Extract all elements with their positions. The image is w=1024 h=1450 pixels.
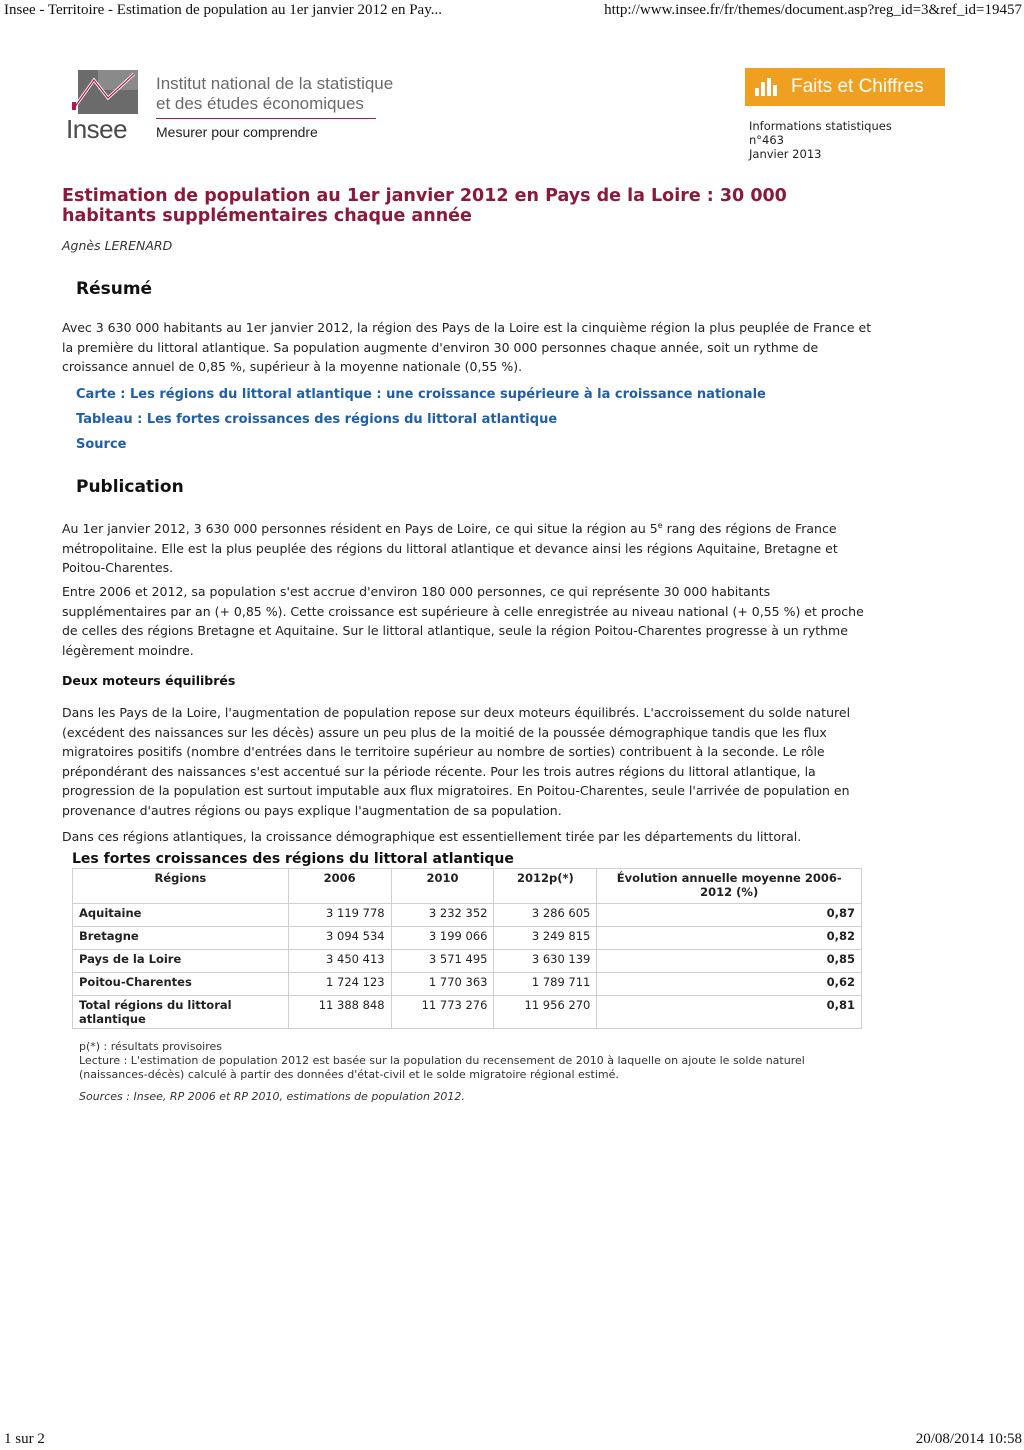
page-url[interactable]: http://www.insee.fr/fr/themes/document.asp?reg_id=3&ref_id=19457 [604, 2, 1022, 18]
value-cell: 3 630 139 [494, 950, 597, 973]
print-datetime: 20/08/2014 10:58 [915, 1431, 1022, 1447]
table-note-provisional: p(*) : résultats provisoires [79, 1040, 223, 1053]
value-cell: 3 286 605 [494, 904, 597, 927]
col-header: 2012p(*) [494, 869, 597, 904]
resume-heading: Résumé [76, 279, 153, 299]
link-tableau[interactable]: Tableau : Les fortes croissances des régions du littoral atlantique [76, 412, 558, 427]
logo-wordmark: Insee [66, 114, 128, 144]
region-cell: Total régions du littoral atlantique [73, 996, 289, 1029]
motto: Mesurer pour comprendre [156, 124, 318, 140]
p1-text-b: rang des régions de France métropolitaine. Elle est la plus peuplée des régions du littoral atlantique et devance ainsi les régions Aquitaine, Bretagne et Poitou-Charentes. [62, 521, 838, 576]
publication-heading: Publication [76, 477, 184, 497]
institute-line-1: Institut national de la statistique [156, 74, 394, 93]
page-indicator: 1 sur 2 [4, 1431, 45, 1447]
info-number: n°463 [749, 133, 784, 147]
evolution-cell: 0,87 [597, 904, 862, 927]
col-header: Évolution annuelle moyenne 2006-2012 (%) [597, 869, 862, 904]
evolution-cell: 0,85 [597, 950, 862, 973]
table-header-row [73, 869, 862, 904]
bar-chart-icon [755, 76, 777, 98]
publication-paragraph-4: Dans ces régions atlantiques, la croissance démographique est essentiellement tirée par les départements du littoral. [62, 829, 802, 844]
link-carte[interactable]: Carte : Les régions du littoral atlantique : une croissance supérieure à la croissance nationale [76, 387, 766, 402]
region-cell: Pays de la Loire [73, 950, 289, 973]
evolution-cell: 0,82 [597, 927, 862, 950]
table-row [73, 950, 862, 973]
author: Agnès LERENARD [62, 238, 173, 253]
value-cell: 11 956 270 [494, 996, 597, 1029]
value-cell: 3 119 778 [288, 904, 391, 927]
value-cell: 1 724 123 [288, 973, 391, 996]
col-header: Régions [73, 869, 289, 904]
institute-name [156, 74, 393, 114]
page-title-header: Insee - Territoire - Estimation de population au 1er janvier 2012 en Pay... [4, 2, 442, 18]
table-row [73, 973, 862, 996]
table-row [73, 927, 862, 950]
link-source[interactable]: Source [76, 437, 127, 452]
evolution-cell: 0,62 [597, 973, 862, 996]
info-series: Informations statistiques [749, 119, 892, 133]
value-cell: 3 450 413 [288, 950, 391, 973]
table-caption: Les fortes croissances des régions du littoral atlantique [72, 851, 514, 867]
col-header: 2010 [391, 869, 494, 904]
p1-text-a: Au 1er janvier 2012, 3 630 000 personnes résident en Pays de Loire, ce qui situe la région au 5 [62, 521, 658, 537]
publication-paragraph-3: Dans les Pays de la Loire, l'augmentation de population repose sur deux moteurs équilibrés. L'accroissement du solde naturel (excédent des naissances sur les décès) assure un peu plus de la moitié de la poussée démographique tandis que les flux migratoires positifs (nombre d'entrées dans le territoire supérieur au nombre de sorties) contribuent à la seconde. Le rôle prépondérant des naissances s'est accentué sur la période récente. Pour les trois autres régions du littoral atlantique, la progression de la population est surtout imputable aux flux migratoires. En Poitou-Charentes, seule l'arrivée de population en provenance d'autres régions ou pays explique l'augmentation de sa population. [62, 705, 851, 818]
population-table [72, 868, 862, 1029]
p1-superscript: e [657, 521, 663, 530]
value-cell: 1 789 711 [494, 973, 597, 996]
value-cell: 3 249 815 [494, 927, 597, 950]
publication-paragraph-2: Entre 2006 et 2012, sa population s'est accrue d'environ 180 000 personnes, ce qui représente 30 000 habitants supplémentaires par an (+ 0,85 %). Cette croissance est supérieure à celle enregistrée au niveau national (+ 0,55 %) et proche de celles des régions Bretagne et Aquitaine. Sur le littoral atlantique, seule la région Poitou-Charentes progresse à un rythme légèrement moindre. [62, 584, 864, 658]
article-title: Estimation de population au 1er janvier 2012 en Pays de la Loire : 30 000 habitants supplémentaires chaque année [62, 186, 787, 226]
resume-text: Avec 3 630 000 habitants au 1er janvier 2012, la région des Pays de la Loire est la cinquième région la plus peuplée de France et la première du littoral atlantique. Sa population augmente d'environ 30 000 personnes chaque année, soit un rythme de croissance annuel de 0,85 %, supérieur à la moyenne nationale (0,55 %). [62, 320, 872, 375]
info-date: Janvier 2013 [749, 147, 822, 161]
value-cell: 1 770 363 [391, 973, 494, 996]
value-cell: 3 199 066 [391, 927, 494, 950]
table-note-lecture: Lecture : L'estimation de population 2012 est basée sur la population du recensement de 2010 à laquelle on ajoute le solde naturel (naissances-décès) calculé à partir des données d'état-civil et le solde migratoire régional estimé. [79, 1054, 805, 1081]
subheading: Deux moteurs équilibrés [62, 673, 236, 688]
region-cell: Poitou-Charentes [73, 973, 289, 996]
institute-line-2: et des études économiques [156, 94, 364, 113]
table-row-total [73, 996, 862, 1029]
table-sources: Sources : Insee, RP 2006 et RP 2010, estimations de population 2012. [79, 1090, 465, 1103]
faits-chiffres-badge[interactable] [745, 68, 945, 106]
value-cell: 11 773 276 [391, 996, 494, 1029]
evolution-cell: 0,81 [597, 996, 862, 1029]
value-cell: 3 571 495 [391, 950, 494, 973]
col-header: 2006 [288, 869, 391, 904]
publication-paragraph-1 [62, 516, 872, 578]
value-cell: 3 094 534 [288, 927, 391, 950]
divider [156, 118, 376, 119]
badge-label: Faits et Chiffres [791, 76, 924, 97]
region-cell: Aquitaine [73, 904, 289, 927]
value-cell: 11 388 848 [288, 996, 391, 1029]
publication-info [749, 119, 892, 161]
value-cell: 3 232 352 [391, 904, 494, 927]
region-cell: Bretagne [73, 927, 289, 950]
table-row [73, 904, 862, 927]
